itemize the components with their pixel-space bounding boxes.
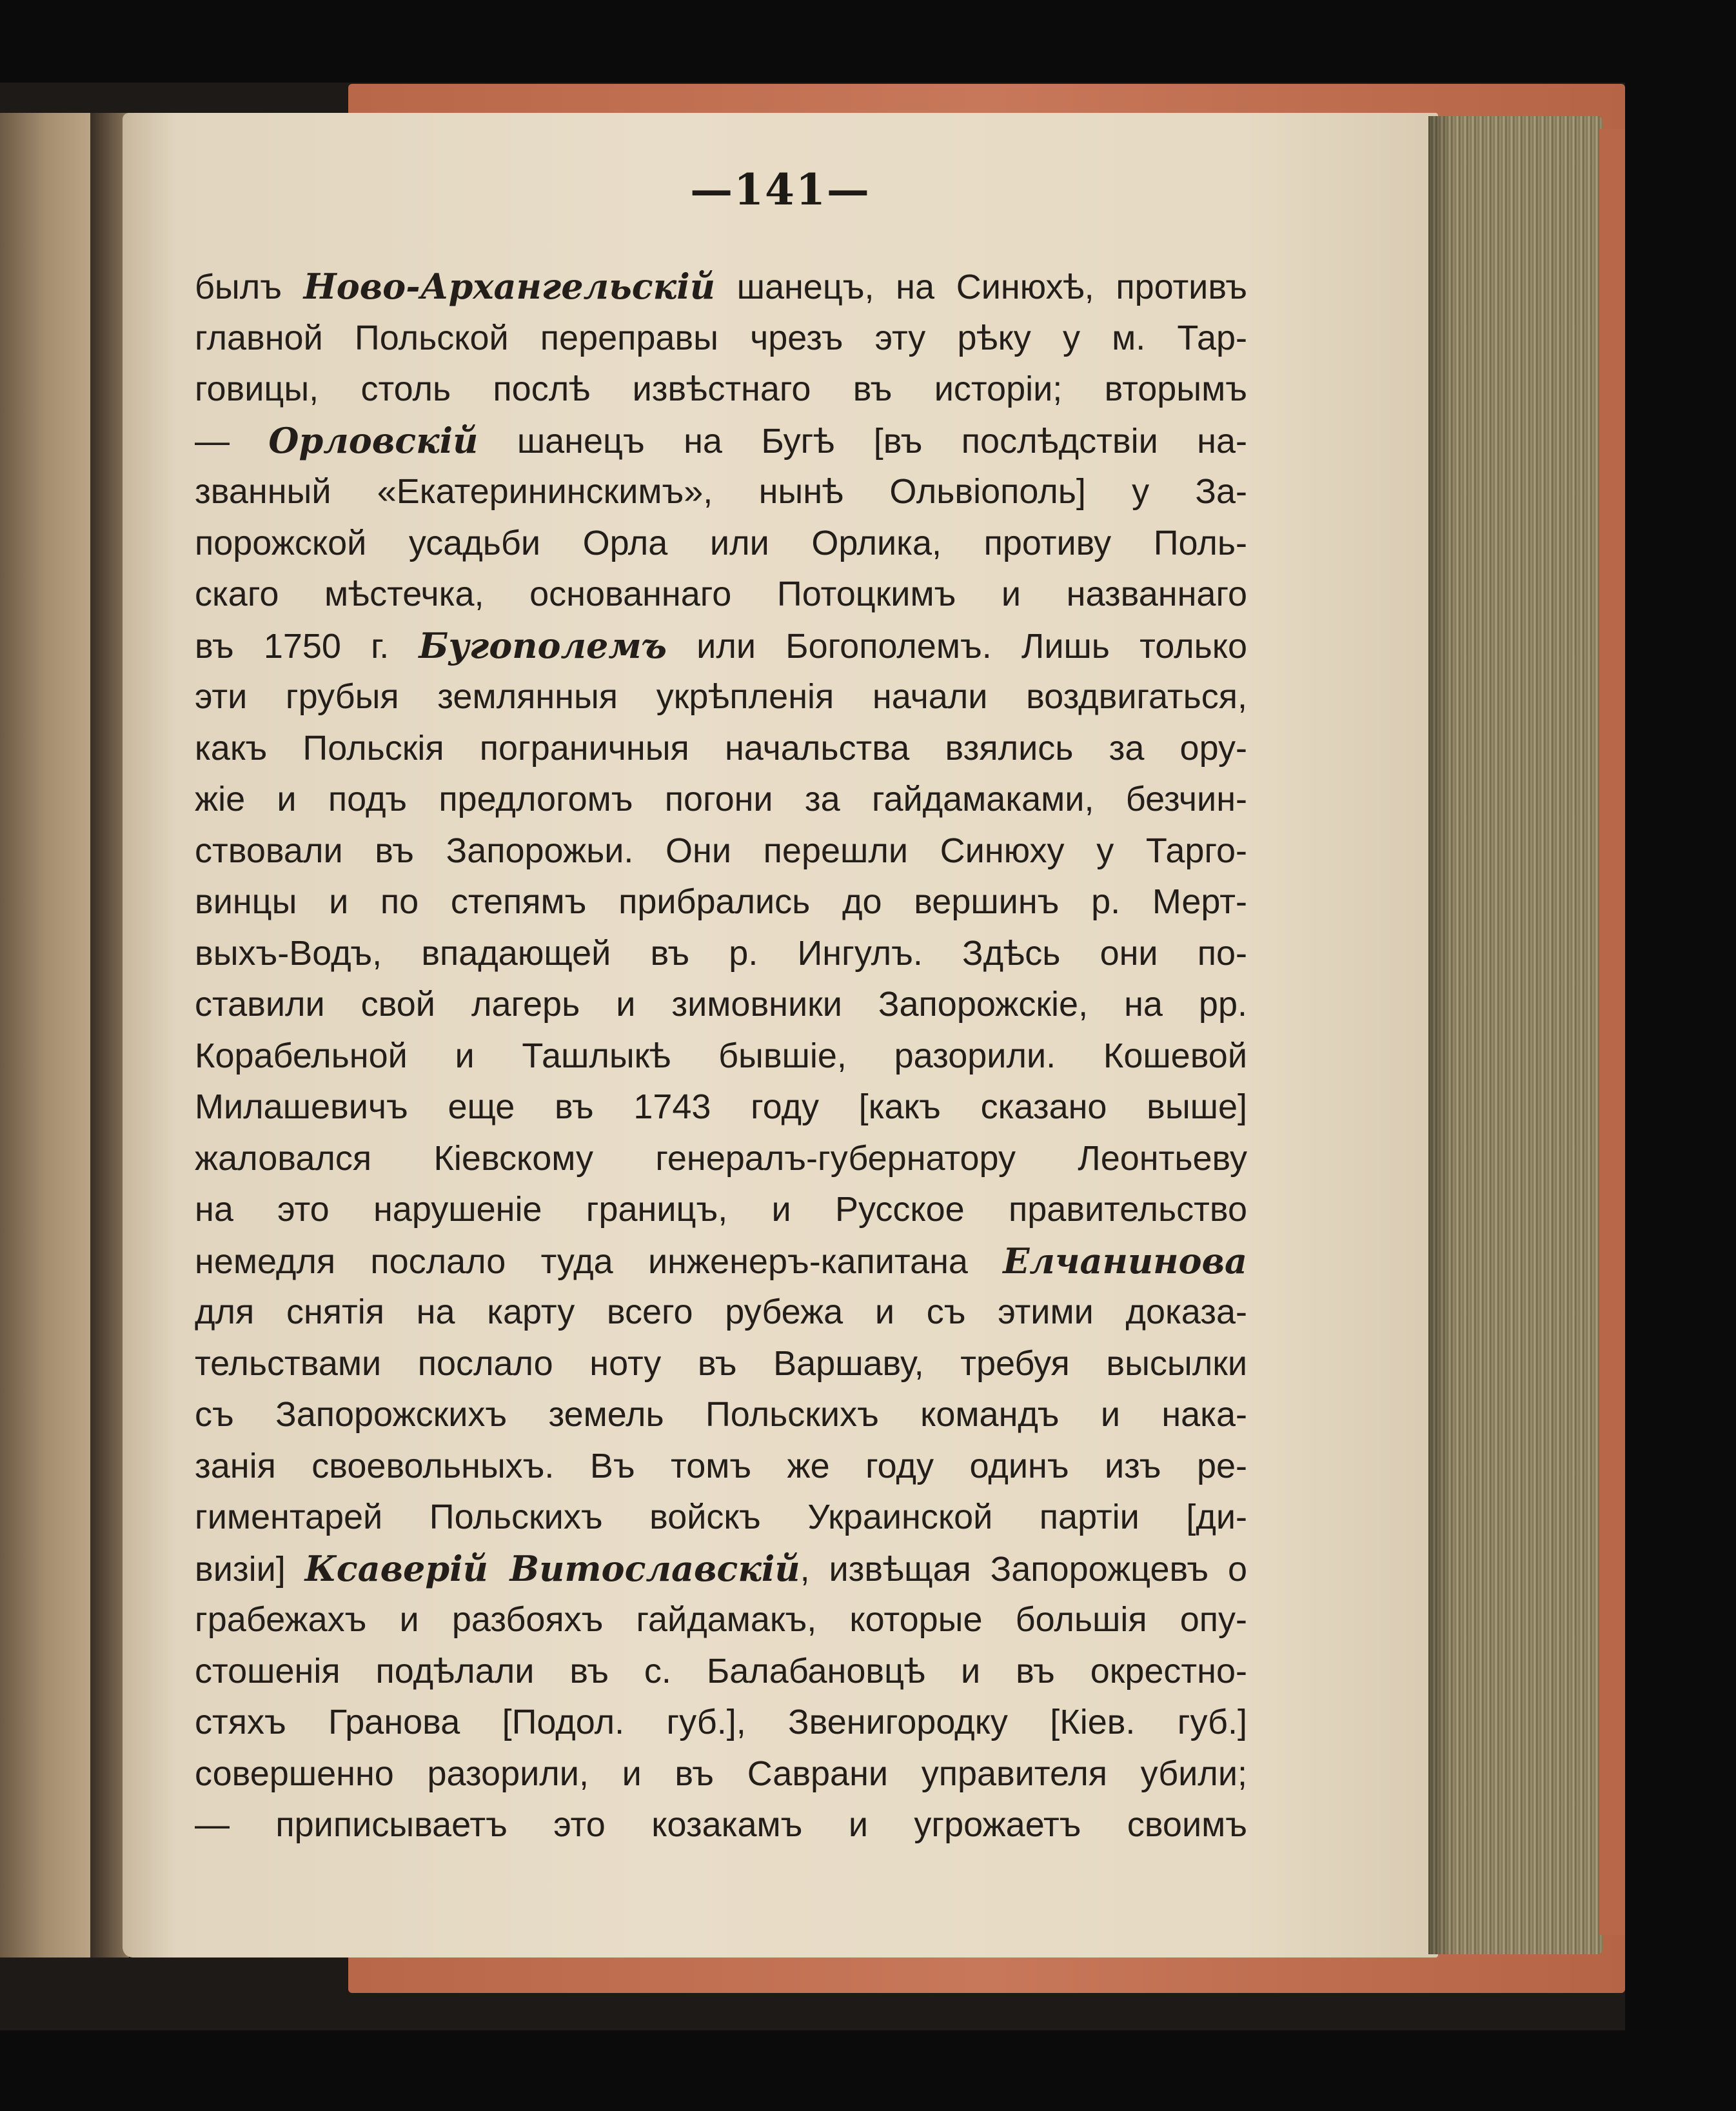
text-segment: на это нарушеніе границъ, и Русское правительство <box>195 1190 1247 1229</box>
text-line <box>195 620 1247 672</box>
text-line <box>195 1082 1247 1133</box>
text-segment: немедля послало туда инженеръ-капитана <box>195 1242 1003 1281</box>
text-line <box>195 1594 1247 1646</box>
text-segment: жіе и подъ предлогомъ погони за гайдамаками, безчин- <box>195 780 1247 818</box>
text-segment: говицы, столь послѣ извѣстнаго въ исторіи; вторымъ <box>195 370 1247 408</box>
text-segment: ствовали въ Запорожьи. Они перешли Синюху у Тарго- <box>195 831 1247 870</box>
text-line <box>195 979 1247 1031</box>
text-line <box>195 261 1247 313</box>
italic-name: Елчанинова <box>1003 1240 1247 1282</box>
text-segment: винцы и по степямъ прибрались до вершинъ р. Мерт- <box>195 882 1247 921</box>
text-line <box>195 1133 1247 1185</box>
text-segment: , извѣщая Запорожцевъ о <box>800 1549 1247 1589</box>
italic-name: Орловскій <box>268 419 478 461</box>
text-segment: былъ <box>195 268 304 306</box>
text-segment: шанецъ, на Синюхѣ, противъ <box>715 268 1247 306</box>
text-segment: главной Польской переправы чрезъ эту рѣку у м. Тар- <box>195 318 1247 357</box>
book-cover-right <box>1599 129 1625 1935</box>
text-line <box>195 1184 1247 1236</box>
text-line <box>195 826 1247 877</box>
text-segment: Милашевичъ еще въ 1743 году [какъ сказано выше] <box>195 1087 1247 1126</box>
text-segment: гиментарей Польскихъ войскъ Украинской партіи [ди- <box>195 1498 1247 1536</box>
text-line <box>195 518 1247 570</box>
text-segment: скаго мѣстечка, основаннаго Потоцкимъ и названнаго <box>195 575 1247 613</box>
text-segment: совершенно разорили, и въ Саврани управителя убили; <box>195 1754 1247 1793</box>
text-segment: званный «Екатерининскимъ», нынѣ Ольвіополь] у За- <box>195 472 1247 511</box>
text-segment: въ 1750 г. <box>195 626 419 666</box>
text-segment: какъ Польскія пограничныя начальства взялись за ору- <box>195 728 1247 768</box>
text-line <box>195 1389 1247 1441</box>
text-line <box>195 1492 1247 1543</box>
text-line <box>195 671 1247 723</box>
text-line <box>195 774 1247 826</box>
left-page-edge <box>0 113 103 1957</box>
page-number: —141— <box>690 164 871 215</box>
italic-name: Ксаверій Витославскій <box>304 1547 800 1589</box>
text-segment: Корабельной и Ташлыкѣ бывшіе, разорили. Кошевой <box>195 1036 1247 1075</box>
text-segment: тельствами послало ноту въ Варшаву, требуя высылки <box>195 1343 1247 1383</box>
text-line <box>195 723 1247 775</box>
text-line <box>195 928 1247 980</box>
page-block-edges <box>1428 116 1603 1954</box>
text-segment: выхъ-Водъ, впадающей въ р. Ингулъ. Здѣсь они по- <box>195 933 1247 973</box>
text-line <box>195 1543 1247 1595</box>
text-line <box>195 1287 1247 1338</box>
text-line <box>195 1031 1247 1082</box>
text-line <box>195 466 1247 518</box>
italic-name: Бугополемъ <box>419 624 667 666</box>
text-line <box>195 313 1247 364</box>
text-segment: эти грубыя землянныя укрѣпленія начали воздвигаться, <box>195 677 1247 716</box>
text-line <box>195 415 1247 467</box>
text-segment: стяхъ Гранова [Подол. губ.], Звенигородку [Кіев. губ.] <box>195 1703 1247 1741</box>
text-segment: съ Запорожскихъ земель Польскихъ командъ и нака- <box>195 1395 1247 1434</box>
text-segment: для снятія на карту всего рубежа и съ этими доказа- <box>195 1293 1247 1331</box>
text-line <box>195 1236 1247 1287</box>
italic-name: Ново-Архангельскій <box>303 266 715 307</box>
text-segment: порожской усадьби Орла или Орлика, противу Поль- <box>195 523 1247 562</box>
text-line <box>195 1338 1247 1390</box>
text-segment: ставили свой лагерь и зимовники Запорожскіе, на рр. <box>195 985 1247 1024</box>
text-line <box>195 1697 1247 1749</box>
text-segment: — приписываетъ это козакамъ и угрожаетъ своимъ <box>195 1805 1247 1844</box>
text-line <box>195 364 1247 415</box>
text-line <box>195 569 1247 620</box>
text-line <box>195 877 1247 928</box>
text-segment: занія своевольныхъ. Въ томъ же году одинъ изъ ре- <box>195 1446 1247 1485</box>
page-block-shadow <box>1428 116 1454 1954</box>
text-segment: шанецъ на Бугѣ [въ послѣдствіи на- <box>478 421 1247 461</box>
text-line <box>195 1646 1247 1698</box>
text-line <box>195 1799 1247 1851</box>
text-segment: жаловался Кіевскому генералъ-губернатору Леонтьеву <box>195 1138 1247 1178</box>
text-segment: грабежахъ и разбояхъ гайдамакъ, которые большія опу- <box>195 1600 1247 1639</box>
text-line <box>195 1749 1247 1800</box>
text-segment: или Богополемъ. Лишь только <box>667 626 1247 666</box>
text-segment: стошенія подѣлали въ с. Балабановцѣ и въ окрестно- <box>195 1651 1247 1690</box>
text-line <box>195 1441 1247 1492</box>
body-text <box>195 261 1247 1851</box>
text-segment: визіи] <box>195 1549 305 1589</box>
text-segment: — <box>195 421 269 461</box>
